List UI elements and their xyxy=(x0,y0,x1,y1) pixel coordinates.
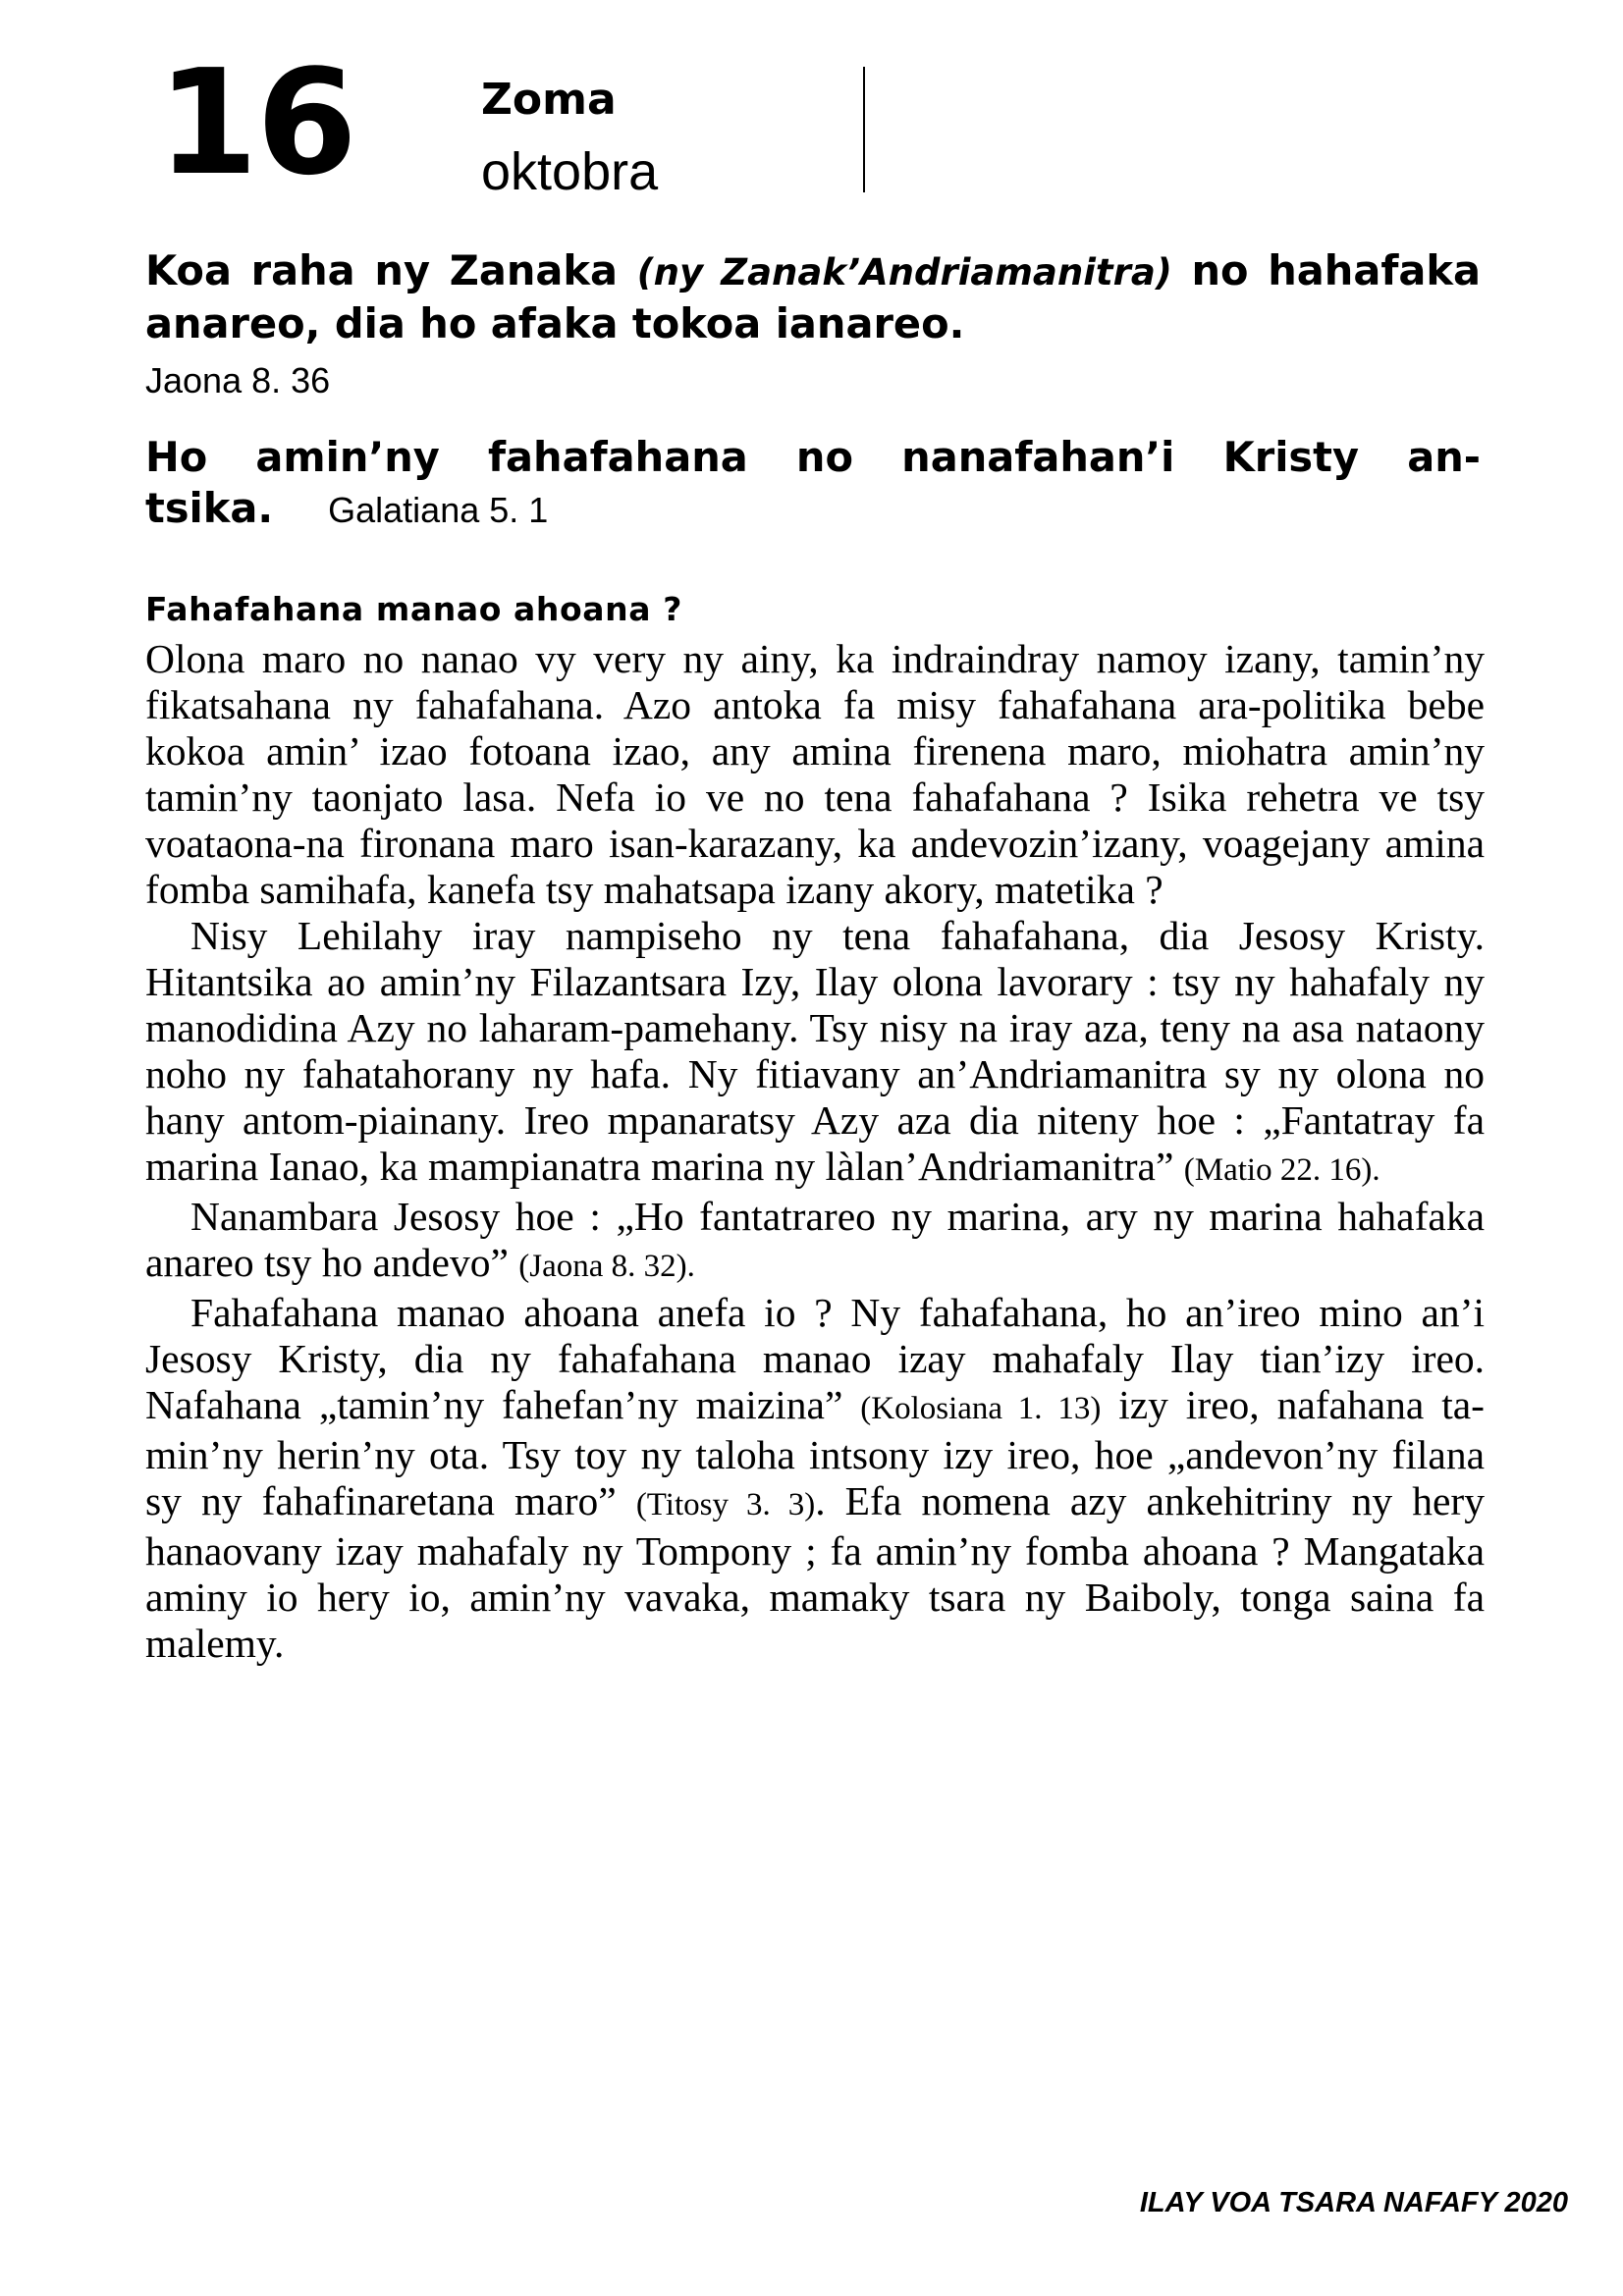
paragraph-4 xyxy=(145,1290,1485,1667)
scripture-reference: (Jaona 8. 32). xyxy=(518,1249,695,1284)
header-divider xyxy=(863,67,865,192)
devotional-body xyxy=(145,636,1485,1667)
section-heading: Fahafahana manao ahoana ? xyxy=(145,590,682,628)
second-verse-text: Ho amin’ny fahafahana no nanafahan’i Kristy antsika. xyxy=(145,433,1481,532)
paragraph-3-text: Nanambara Jesosy hoe : „Ho fantatrareo ny marina, ary ny marina hahafaka anareo tsy ho andevo” xyxy=(145,1194,1485,1285)
paragraph-2-text: Nisy Lehilahy iray nampiseho ny tena fahafahana, dia Jesosy Kristy. Hitantsika ao amin’ny Filazantsara Izy, Ilay olona lavorary : tsy ny hahafaly ny manodidina Azy no laharam-pamehany. Tsy nisy na iray aza, teny na asa nataony noho ny fahatahorany ny hafa. Ny fitiavany an’Andriamanitra sy ny olona no hany antom-piainany. Ireo mpanaratsy Azy aza dia niteny hoe : „Fantatray fa marina Ianao, ka mampianatra marina ny làlan’Andriamanitra” xyxy=(145,913,1485,1189)
verse-text-continued: no hahafaka anareo, dia ho afaka tokoa ianareo. xyxy=(145,246,1481,347)
scripture-reference: (Kolosiana 1. 13) xyxy=(860,1391,1102,1426)
publication-footer: ILAY VOA TSARA NAFAFY 2020 xyxy=(1139,2187,1568,2218)
day-number: 16 xyxy=(157,38,355,207)
verse-reference: Jaona 8. 36 xyxy=(145,360,331,400)
weekday-label: Zoma xyxy=(481,75,617,125)
second-verse-reference: Galatiana 5. 1 xyxy=(328,490,549,530)
paragraph-4-text: Fahafahana manao ahoana anefa io ? Ny fahafahana, ho an’ireo mino an’i Jesosy Kristy, dia ny fahafahana manao izay mahafaly Ilay tian’izy ireo. Nafahana „tamin’ny fahefan’ny maizina” xyxy=(145,1290,1485,1427)
paragraph-3 xyxy=(145,1194,1485,1290)
scripture-reference: (Titosy 3. 3) xyxy=(635,1487,816,1522)
date-header xyxy=(157,38,884,207)
paragraph-4-text-end: . Efa nomena azy ankehitriny ny hery hanaovany izay mahafaly ny Tompony ; fa amin’ny fomba ahoana ? Mangataka aminy io hery io, amin’ny vavaka, mamaky tsara ny Baiboly, tonga saina fa malemy. xyxy=(145,1478,1485,1666)
paragraph-4-text-continued: izy ireo, nafahana tamin’ny herin’ny ota. Tsy toy ny taloha intsony izy ireo, hoe „andevon’ny filana sy ny fahafinaretana maro” xyxy=(145,1382,1485,1523)
month-label: oktobra xyxy=(481,142,659,201)
verse-of-day xyxy=(145,245,1481,349)
paragraph-1: Olona maro no nanao vy very ny ainy, ka indraindray namoy izany, tamin’ny fikatsahana ny fahafahana. Azo antoka fa misy fahafahana ara-politika bebe kokoa amin’ izao fotoana izao, any amina firenena maro, miohatra amin’ny tamin’ny taonjato lasa. Nefa io ve no tena fahafahana ? Isika rehetra ve tsy voataona-na fironana maro isan-karazany, ka andevozin’izany, voagejany amina fomba samihafa, kanefa tsy mahatsapa izany akory, matetika ? xyxy=(145,636,1485,912)
verse-aside: (ny Zanak’Andriamanitra) xyxy=(636,251,1172,294)
verse-text: Koa raha ny Zanaka xyxy=(145,246,637,294)
second-verse xyxy=(145,432,1481,536)
scripture-reference: (Matio 22. 16). xyxy=(1183,1152,1380,1188)
paragraph-2 xyxy=(145,913,1485,1194)
